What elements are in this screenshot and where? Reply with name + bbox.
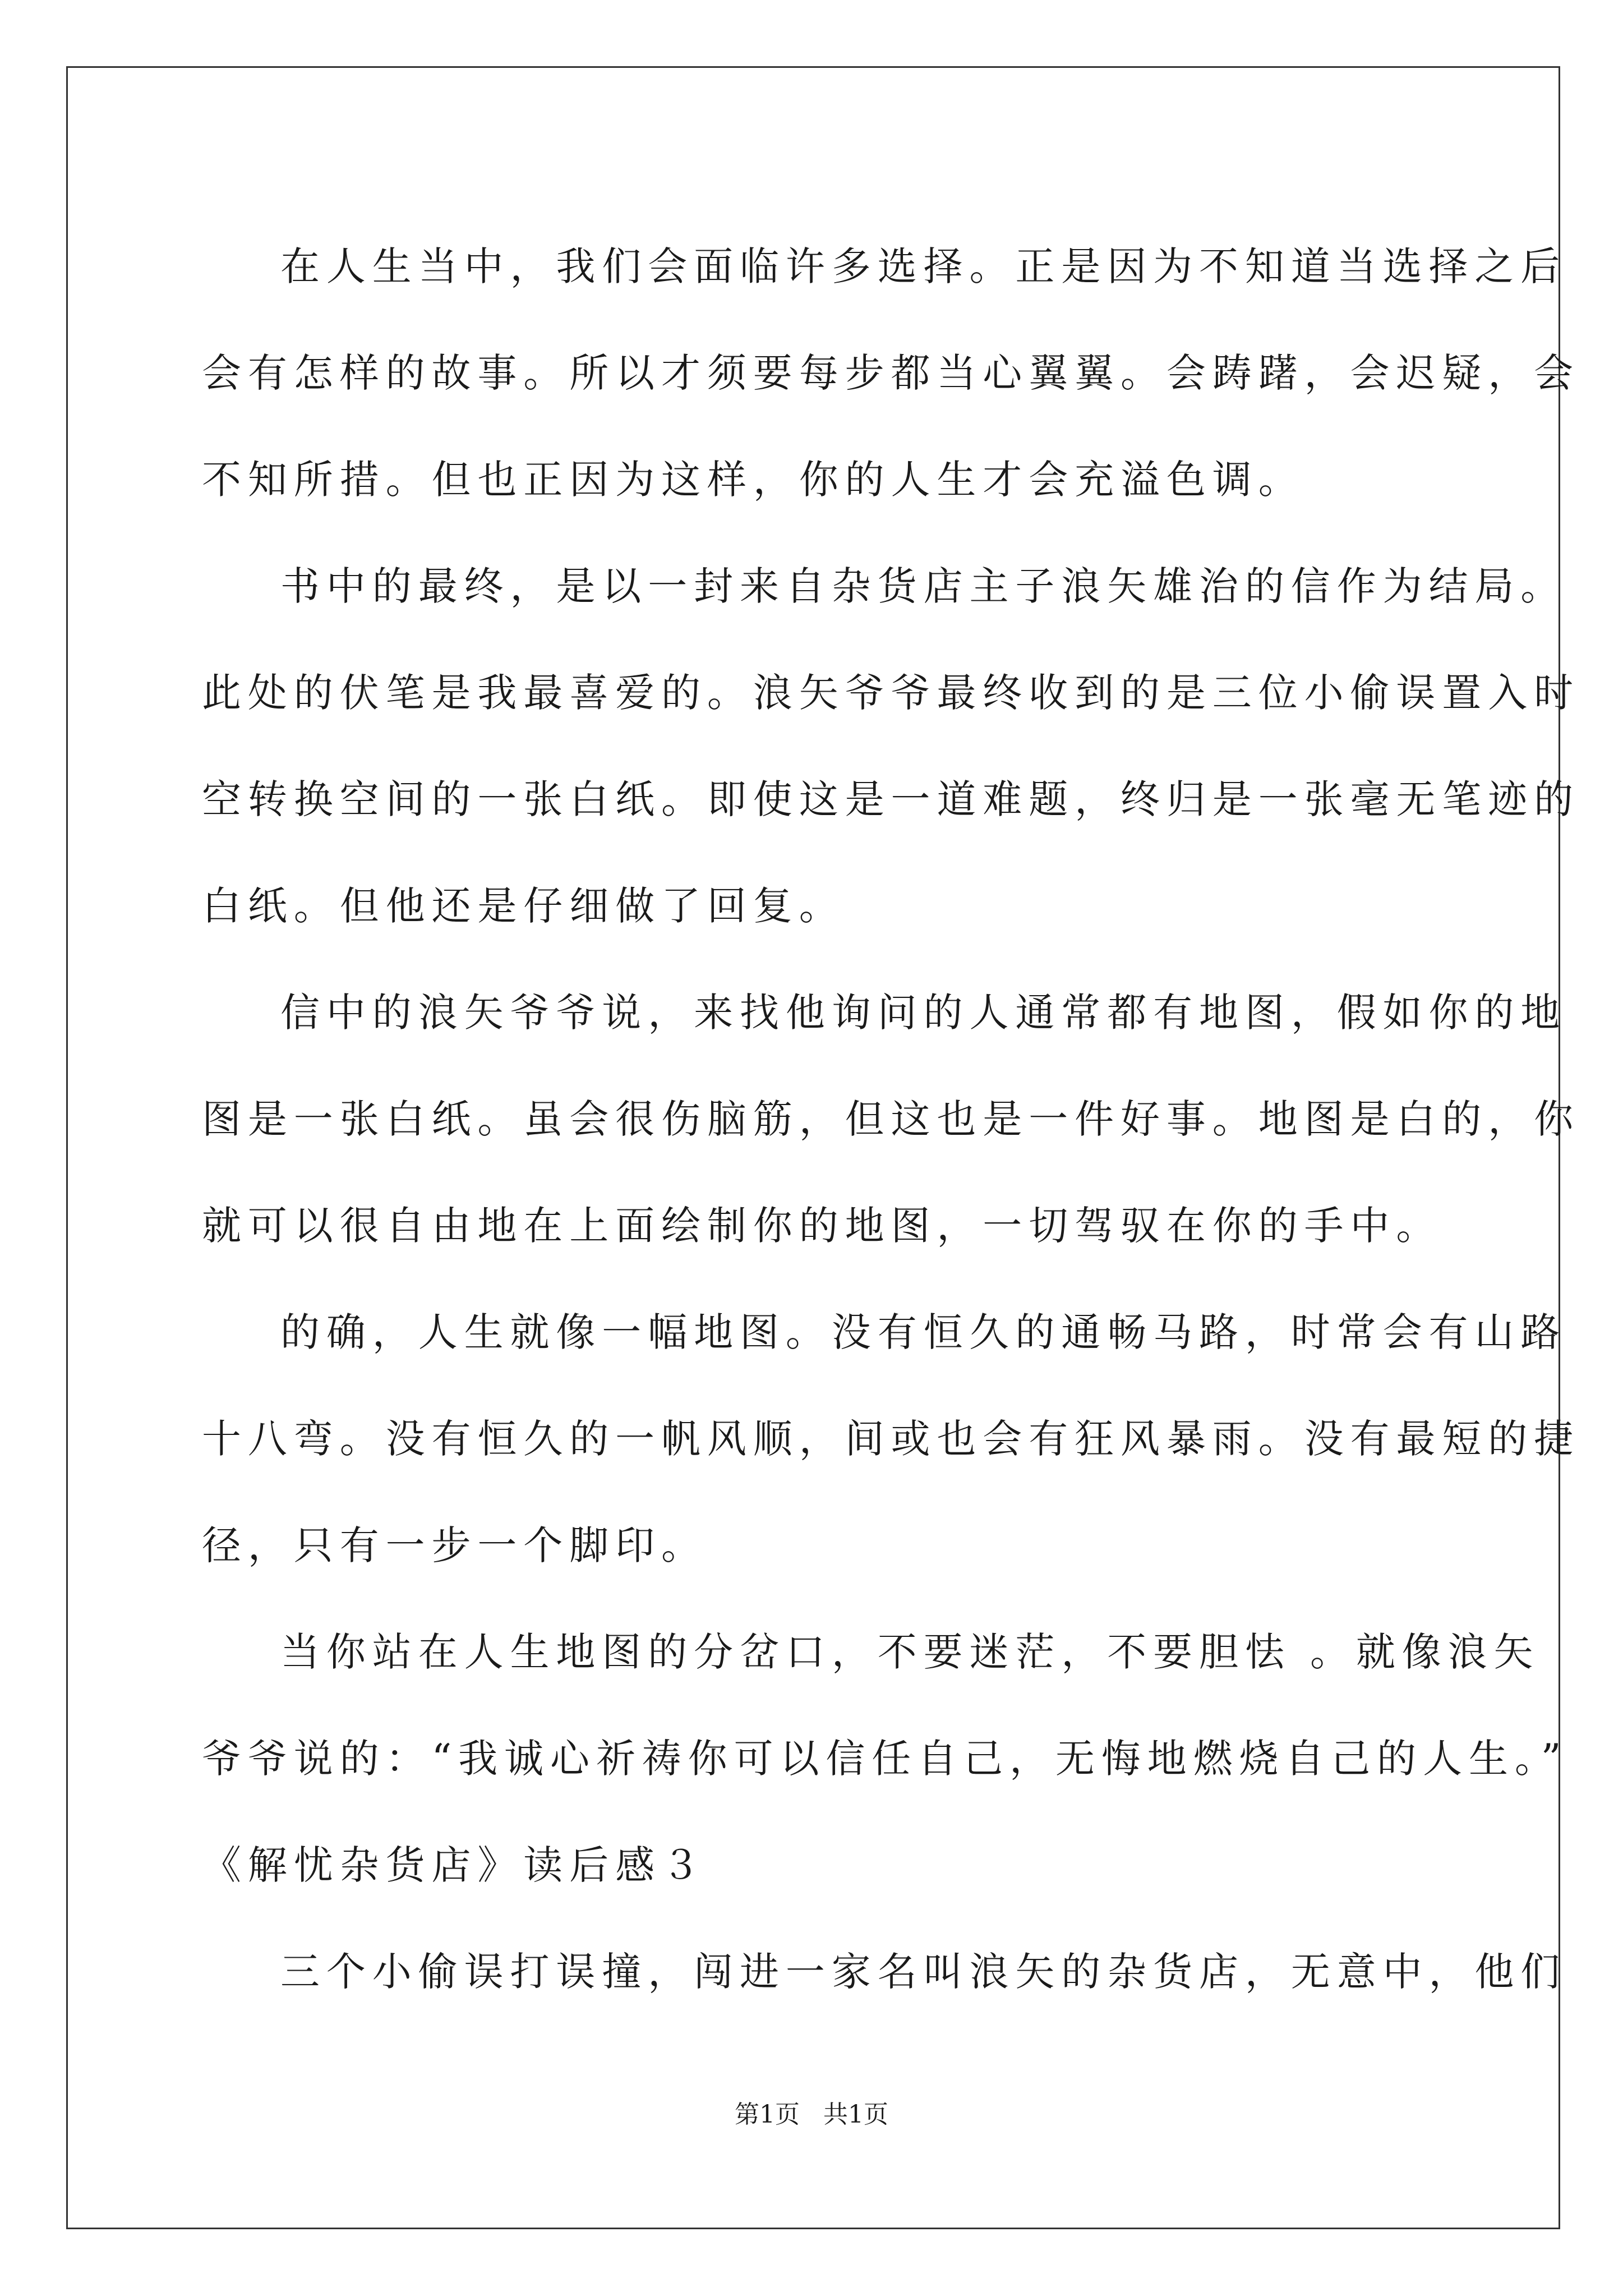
paragraph-line: 会有怎样的故事。所以才须要每步都当心翼翼。会踌躇，会迟疑，会 <box>202 350 1580 396</box>
paragraph-line: 在人生当中，我们会面临许多选择。正是因为不知道当选择之后 <box>280 243 1567 289</box>
paragraph-line: 十八弯。没有恒久的一帆风顺，间或也会有狂风暴雨。没有最短的捷 <box>202 1416 1580 1462</box>
page-footer: 第1页 共1页 <box>735 2100 888 2129</box>
paragraph-line: 三个小偷误打误撞，闯进一家名叫浪矢的杂货店，无意中，他们 <box>280 1949 1567 1995</box>
paragraph-line: 爷爷说的：“我诚心祈祷你可以信任自己，无悔地燃烧自己的人生。” <box>202 1736 1568 1782</box>
paragraph-line: 此处的伏笔是我最喜爱的。浪矢爷爷最终收到的是三位小偷误置入时 <box>202 670 1580 716</box>
paragraph-line: 空转换空间的一张白纸。即使这是一道难题，终归是一张毫无笔迹的 <box>202 776 1580 822</box>
paragraph-line: 书中的最终，是以一封来自杂货店主子浪矢雄治的信作为结局。 <box>280 563 1567 609</box>
paragraph-line: 就可以很自由地在上面绘制你的地图，一切驾驭在你的手中。 <box>202 1203 1442 1249</box>
paragraph-line: 当你站在人生地图的分岔口，不要迷茫，不要胆怯 。就像浪矢 <box>280 1629 1540 1675</box>
paragraph-line: 的确，人生就像一幅地图。没有恒久的通畅马路，时常会有山路 <box>280 1309 1567 1355</box>
paragraph-line: 信中的浪矢爷爷说，来找他询问的人通常都有地图，假如你的地 <box>280 990 1567 1036</box>
document-body <box>202 213 1580 2025</box>
paragraph-line: 径，只有一步一个脚印。 <box>202 1522 707 1568</box>
section-heading: 《解忧杂货店》读后感３ <box>202 1842 707 1888</box>
paragraph-line: 白纸。但他还是仔细做了回复。 <box>202 883 845 929</box>
paragraph-line: 图是一张白纸。虽会很伤脑筋，但这也是一件好事。地图是白的，你 <box>202 1096 1580 1142</box>
paragraph-line: 不知所措。但也正因为这样，你的人生才会充溢色调。 <box>202 457 1304 503</box>
